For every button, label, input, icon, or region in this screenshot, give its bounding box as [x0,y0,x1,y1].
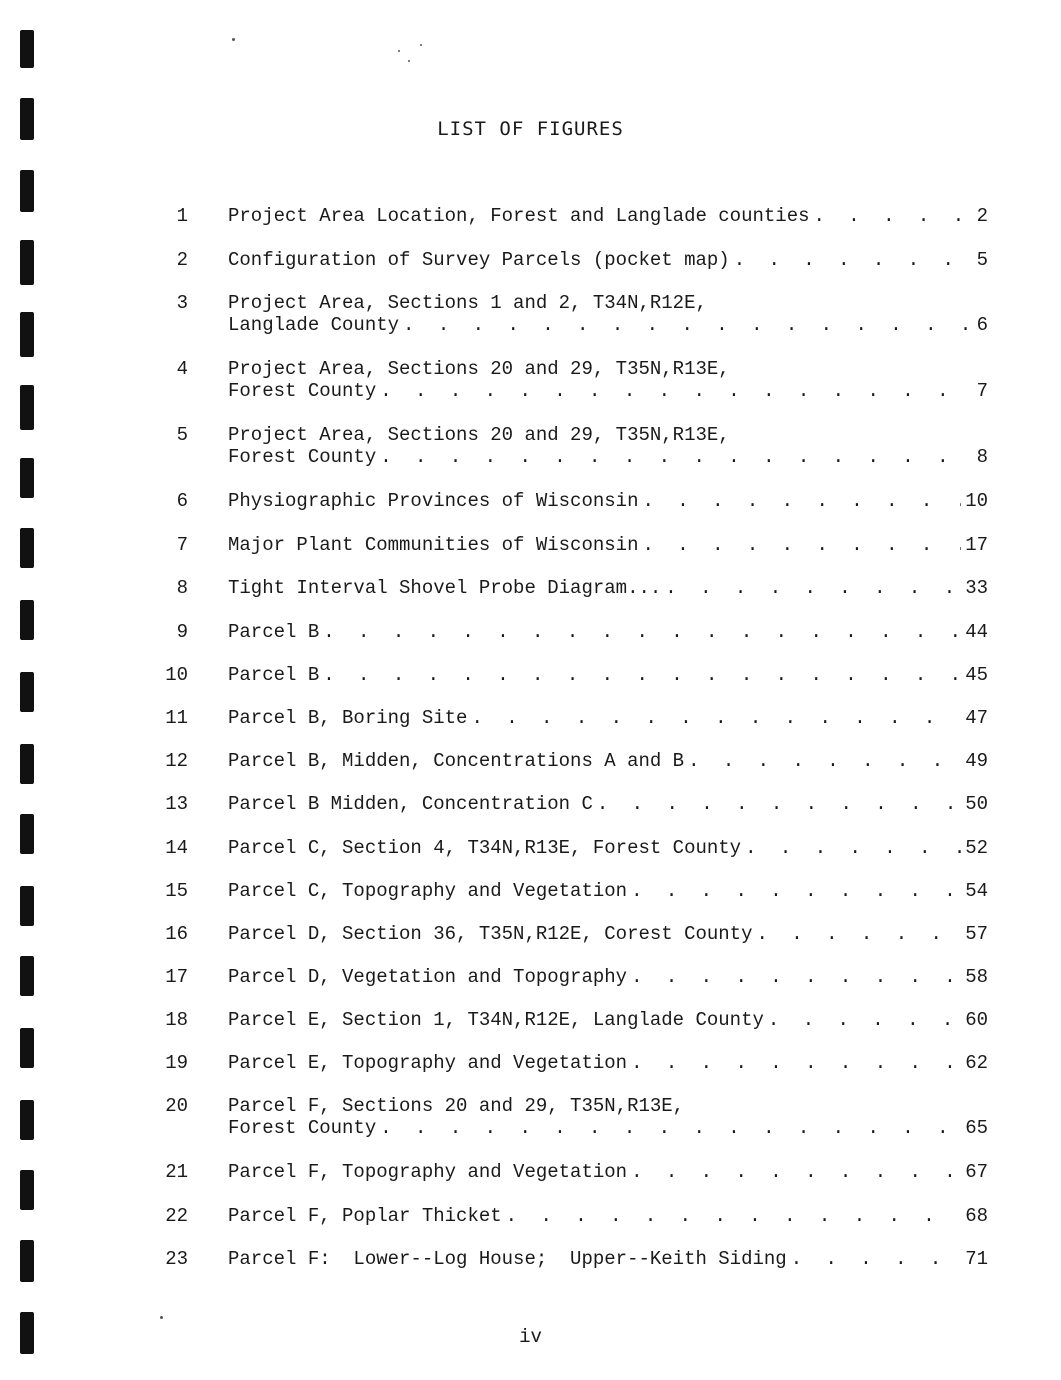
figure-title [228,205,988,227]
figure-number: 7 [176,534,188,556]
figure-title [228,1052,988,1074]
scan-speck [408,60,410,62]
figure-title-text: Parcel F: Lower--Log House; Upper--Keith Siding [228,1248,787,1270]
figure-number: 15 [165,880,188,902]
binding-mark [20,1170,34,1210]
figure-title-line [228,380,988,402]
figure-title [228,793,988,815]
binding-mark [20,672,34,712]
figure-page-number: 2 [976,205,988,227]
binding-mark [20,956,34,996]
figure-number: 17 [165,966,188,988]
figure-title [228,1161,988,1183]
figure-title [228,621,988,643]
scan-speck [232,38,235,41]
figure-title-text: Parcel D, Vegetation and Topography [228,966,628,988]
binding-mark [20,528,34,568]
figure-page-number: 50 [965,793,988,815]
figure-page-number: 5 [976,249,988,271]
figure-title-line [228,1205,988,1227]
leader-dots [745,837,961,859]
figure-number: 18 [165,1009,188,1031]
figure-title [228,534,988,556]
leader-dots [757,923,962,945]
figure-number: 13 [165,793,188,815]
figure-title [228,750,988,772]
binding-mark [20,1028,34,1068]
figure-number: 11 [165,707,188,729]
leader-dots [665,577,961,599]
binding-mark [20,1100,34,1140]
figure-title-text: Parcel F, Topography and Vegetation [228,1161,628,1183]
leader-dots [471,707,961,729]
figure-page-number: 67 [965,1161,988,1183]
figure-title-text: Parcel B, Midden, Concentrations A and B [228,750,685,772]
figure-title-line [228,923,988,945]
figure-title-text: Parcel D, Section 36, T35N,R12E, Corest County [228,923,753,945]
figure-title-line [228,750,988,772]
figure-title-line [228,793,988,815]
figure-title-line [228,1248,988,1270]
figure-number: 20 [165,1095,188,1117]
figure-title [228,880,988,902]
figure-title-text: Parcel F, Sections 20 and 29, T35N,R13E, [228,1095,685,1117]
figure-number: 21 [165,1161,188,1183]
binding-mark [20,814,34,854]
figure-title-line [228,249,988,271]
figure-title-text: Project Area Location, Forest and Langlade counties [228,205,810,227]
figure-title [228,358,988,402]
figure-title-text: Parcel B [228,621,320,643]
binding-mark [20,1240,34,1282]
figure-page-number: 58 [965,966,988,988]
figure-title-text: Parcel F, Poplar Thicket [228,1205,502,1227]
figure-page-number: 45 [965,664,988,686]
leader-dots [506,1205,962,1227]
leader-dots [768,1009,961,1031]
figure-title [228,707,988,729]
figure-number: 16 [165,923,188,945]
figure-title-line [228,446,988,468]
figure-page-number: 7 [976,380,988,402]
binding-mark [20,312,34,357]
figure-title-line [228,880,988,902]
figure-number: 6 [176,490,188,512]
figure-number: 5 [176,424,188,446]
figure-title-line [228,1161,988,1183]
figure-title-line [228,424,988,446]
figure-title-line [228,621,988,643]
figure-page-number: 54 [965,880,988,902]
figure-title-line [228,314,988,336]
binding-mark [20,30,34,68]
figure-title-text: Project Area, Sections 20 and 29, T35N,R13E, [228,358,730,380]
leader-dots [814,205,973,227]
figure-title-line [228,1095,988,1117]
binding-mark [20,744,34,784]
figure-number: 1 [176,205,188,227]
figure-page-number: 68 [965,1205,988,1227]
figure-title-text: Parcel B [228,664,320,686]
figure-title [228,664,988,686]
figure-number: 10 [165,664,188,686]
binding-mark [20,886,34,926]
leader-dots [631,1161,961,1183]
figure-number: 19 [165,1052,188,1074]
figure-title-line [228,205,988,227]
figure-page-number: 71 [965,1248,988,1270]
figure-page-number: 33 [965,577,988,599]
figure-title [228,837,988,859]
leader-dots [791,1248,961,1270]
figure-page-number: 6 [976,314,988,336]
figure-title [228,292,988,336]
leader-dots [734,249,973,271]
figure-title-line [228,837,988,859]
figure-title [228,249,988,271]
figure-title-text: Physiographic Provinces of Wisconsin [228,490,639,512]
figure-title-line [228,292,988,314]
leader-dots [631,966,961,988]
figure-title-text: Parcel C, Section 4, T34N,R13E, Forest County [228,837,742,859]
binding-mark [20,458,34,498]
figure-title-text: Major Plant Communities of Wisconsin [228,534,639,556]
binding-mark [20,240,34,285]
figure-title-text: Parcel E, Topography and Vegetation [228,1052,628,1074]
figure-title-text: Tight Interval Shovel Probe Diagram... [228,577,662,599]
figure-page-number: 62 [965,1052,988,1074]
figure-title-text: Forest County [228,446,377,468]
figure-title-line [228,490,988,512]
figure-page-number: 57 [965,923,988,945]
figure-title-text: Parcel B Midden, Concentration C [228,793,593,815]
figure-page-number: 10 [965,490,988,512]
figure-title [228,424,988,468]
leader-dots [642,490,961,512]
figure-title-line [228,358,988,380]
scan-speck [420,44,422,46]
leader-dots [323,621,961,643]
figure-title-text: Langlade County [228,314,400,336]
figure-number: 12 [165,750,188,772]
leader-dots [597,793,961,815]
leader-dots [403,314,973,336]
page-title: LIST OF FIGURES [437,118,624,140]
figure-title [228,490,988,512]
figure-title-text: Project Area, Sections 1 and 2, T34N,R12E, [228,292,707,314]
figure-title [228,966,988,988]
figure-number: 22 [165,1205,188,1227]
figure-page-number: 49 [965,750,988,772]
figure-number: 9 [176,621,188,643]
leader-dots [323,664,961,686]
figure-title-line [228,577,988,599]
figure-number: 14 [165,837,188,859]
figure-number: 4 [176,358,188,380]
leader-dots [380,446,972,468]
figure-title-line [228,707,988,729]
binding-mark [20,385,34,430]
figure-number: 2 [176,249,188,271]
figure-number: 23 [165,1248,188,1270]
figure-title-text: Configuration of Survey Parcels (pocket map) [228,249,730,271]
figure-title [228,1205,988,1227]
figure-title-text: Parcel E, Section 1, T34N,R12E, Langlade County [228,1009,764,1031]
figure-title [228,1095,988,1139]
binding-mark [20,170,34,212]
figure-title-line [228,664,988,686]
figure-title-text: Parcel B, Boring Site [228,707,468,729]
figure-title-line [228,534,988,556]
figure-title [228,1248,988,1270]
figure-title-line [228,966,988,988]
figure-page-number: 47 [965,707,988,729]
figure-number: 8 [176,577,188,599]
leader-dots [380,1117,961,1139]
figure-page-number: 44 [965,621,988,643]
leader-dots [631,880,961,902]
figure-title-line [228,1009,988,1031]
figure-title-text: Forest County [228,1117,377,1139]
figure-title-line [228,1052,988,1074]
binding-mark [20,600,34,640]
figure-title-line [228,1117,988,1139]
figure-title-text: Project Area, Sections 20 and 29, T35N,R13E, [228,424,730,446]
figure-title [228,577,988,599]
figure-title-text: Forest County [228,380,377,402]
scan-speck [398,50,400,52]
page-number: iv [519,1326,542,1348]
leader-dots [642,534,961,556]
figure-page-number: 60 [965,1009,988,1031]
figure-title-text: Parcel C, Topography and Vegetation [228,880,628,902]
figure-title [228,1009,988,1031]
figure-title [228,923,988,945]
figure-page-number: 17 [965,534,988,556]
figure-page-number: 65 [965,1117,988,1139]
leader-dots [631,1052,961,1074]
scan-speck [160,1316,163,1319]
leader-dots [688,750,961,772]
figure-number: 3 [176,292,188,314]
leader-dots [380,380,972,402]
figure-page-number: 52 [965,837,988,859]
figure-page-number: 8 [976,446,988,468]
